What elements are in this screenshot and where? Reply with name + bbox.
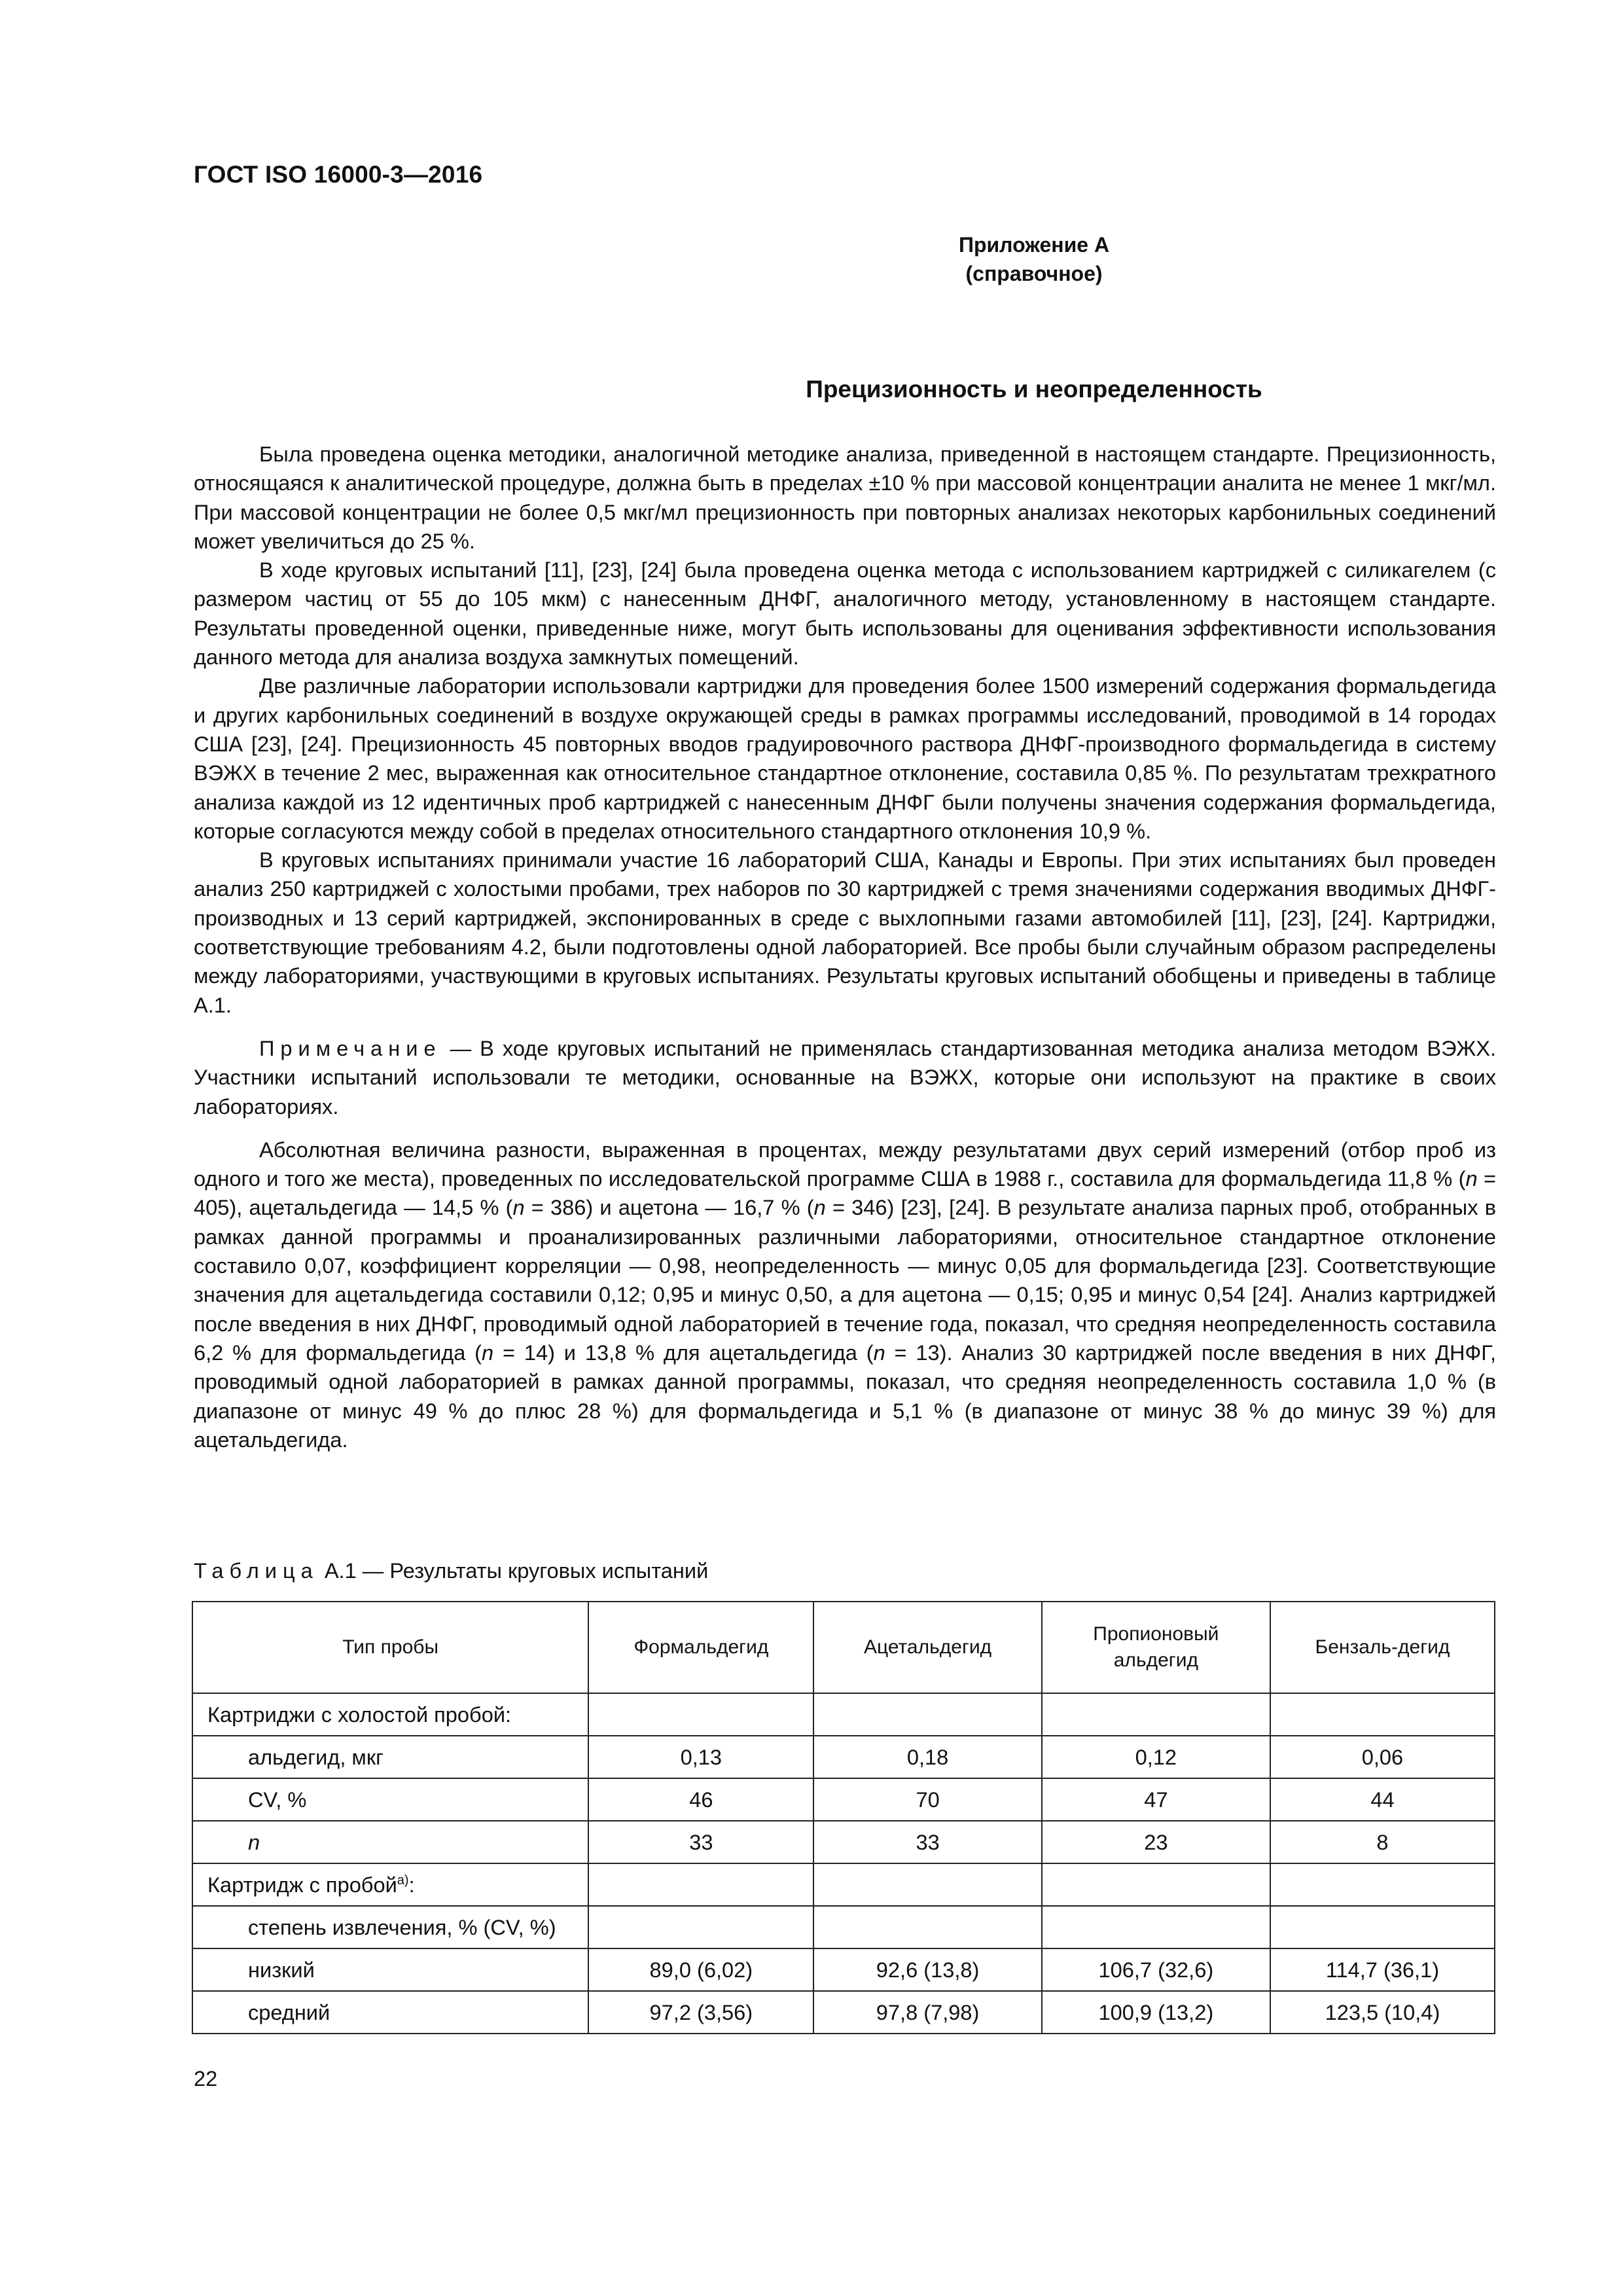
table-cell: 70: [813, 1778, 1041, 1821]
section-title: Прецизионность и неопределенность: [806, 376, 1262, 403]
table-cell: [813, 1863, 1041, 1906]
header-sample-type: Тип пробы: [192, 1602, 588, 1693]
table-cell: 89,0 (6,02): [588, 1948, 813, 1991]
row-label: альдегид, мкг: [192, 1736, 588, 1778]
group-text: :: [408, 1872, 415, 1897]
section-title-wrap: [194, 376, 1495, 403]
table-row: [192, 1991, 1495, 2034]
row-label: низкий: [192, 1948, 588, 1991]
row-label: средний: [192, 1991, 588, 2034]
table-cell: 97,2 (3,56): [588, 1991, 813, 2034]
note-paragraph: [194, 1034, 1496, 1121]
group-label-blank: Картриджи с холостой пробой:: [192, 1693, 588, 1736]
table-cell: 97,8 (7,98): [813, 1991, 1041, 2034]
note-label: Примечание: [259, 1035, 442, 1060]
table-row: [192, 1736, 1495, 1778]
table-row: [192, 1821, 1495, 1863]
table-group-row: [192, 1863, 1495, 1906]
n-symbol: n: [1465, 1166, 1478, 1191]
table-caption-label: Таблица: [194, 1558, 319, 1583]
table-cell: [1042, 1906, 1270, 1948]
table-cell: 46: [588, 1778, 813, 1821]
group-label-sample: [192, 1863, 588, 1906]
table-cell: [813, 1906, 1041, 1948]
text-segment: Абсолютная величина разности, выраженная в процентах, между результатами двух серий измерений (отбор проб из одного и того же места), проведенных по исследовательской программе США в 1988 г., составила для формальдегида 11,8 % (: [194, 1137, 1496, 1191]
table-cell: [1042, 1693, 1270, 1736]
table-cell: 0,06: [1270, 1736, 1495, 1778]
text-segment: = 386) и ацетона — 16,7 % (: [524, 1195, 814, 1220]
text-segment: = 405), ацетальдегида — 14,5 % (: [194, 1166, 1496, 1220]
table-caption-text: А.1 — Результаты круговых испытаний: [324, 1558, 709, 1583]
table-cell: 8: [1270, 1821, 1495, 1863]
table-header-row: [192, 1602, 1495, 1693]
group-text: Картридж с пробой: [207, 1872, 397, 1897]
paragraph-round-robin: В ходе круговых испытаний [11], [23], [24] была проведена оценка метода с использованием картриджей с силикагелем (с размером частиц от 55 до 105 мкм) с нанесенным ДНФГ, аналогичного методу, установленному в настоящем стандарте. Результаты проведенной оценки, приведенные ниже, могут быть использованы для оценивания эффективности использования данного метода для анализа воздуха замкнутых помещений.: [194, 558, 1496, 670]
table-cell: [813, 1693, 1041, 1736]
table-cell: 33: [813, 1821, 1041, 1863]
text-segment: = 13). Анализ 30 картриджей после введения в них ДНФГ, проводимый одной лабораторией в рамках данной программы, показал, что средняя неопределенность составила 1,0 % (в диапазоне от минус 49 % до плюс 28 %) для формальдегида и 5,1 % (в диапазоне от минус 38 % до минус 39 %) для ацетальдегида.: [194, 1340, 1497, 1452]
table-cell: 44: [1270, 1778, 1495, 1821]
table-cell: 0,12: [1042, 1736, 1270, 1778]
n-symbol: n: [512, 1195, 525, 1220]
table-cell: 100,9 (13,2): [1042, 1991, 1270, 2034]
row-label: [192, 1821, 588, 1863]
table-cell: 123,5 (10,4): [1270, 1991, 1495, 2034]
table-cell: [588, 1863, 813, 1906]
paragraph-uncertainty: [194, 1136, 1496, 1454]
paragraph-participants: В круговых испытаниях принимали участие 16 лабораторий США, Канады и Европы. При этих испытаниях был проведен анализ 250 картриджей с холостыми пробами, трех наборов по 30 картриджей с тремя значениями содержания вводимых ДНФГ-производных и 13 серий картриджей, экспонированных в среде с выхлопными газами автомобилей [11], [23], [24]. Картриджи, соответствующие требованиям 4.2, были подготовлены одной лабораторией. Все пробы были случайным образом распределены между лабораториями, участвующими в круговых испытаниях. Результаты круговых испытаний обобщены и приведены в таблице А.1.: [194, 848, 1496, 1017]
table-cell: 0,13: [588, 1736, 813, 1778]
annex-heading: [194, 230, 1495, 288]
table-cell: 33: [588, 1821, 813, 1863]
table-cell: [588, 1906, 813, 1948]
n-symbol: n: [482, 1340, 494, 1365]
table-cell: [1270, 1693, 1495, 1736]
document-body: [194, 440, 1496, 1454]
table-cell: 0,18: [813, 1736, 1041, 1778]
footnote-marker: а): [397, 1873, 409, 1888]
table-caption: [194, 1558, 708, 1583]
note-text: — В ходе круговых испытаний не применялась стандартизованная методика анализа методом ВЭЖХ. Участники испытаний использовали те методики, основанные на ВЭЖХ, которые они используют на практике в своих лабораториях.: [194, 1035, 1496, 1119]
paragraph-laboratories: Две различные лаборатории использовали картриджи для проведения более 1500 измерений содержания формальдегида и других карбонильных соединений в воздухе окружающей среды в рамках программы исследований, проводимой в 14 городах США [23], [24]. Прецизионность 45 повторных вводов градуировочного раствора ДНФГ-производного формальдегида в систему ВЭЖХ в течение 2 мес, выраженная как относительное стандартное отклонение, составила 0,85 %. По результатам трехкратного анализа каждой из 12 идентичных проб картриджей с нанесенным ДНФГ были получены значения содержания формальдегида, которые согласуются между собой в пределах относительного стандартного отклонения 10,9 %.: [194, 673, 1496, 843]
table-cell: 47: [1042, 1778, 1270, 1821]
table-cell: 114,7 (36,1): [1270, 1948, 1495, 1991]
table-row: [192, 1948, 1495, 1991]
table-group-row: [192, 1693, 1495, 1736]
table-cell: [1042, 1863, 1270, 1906]
n-symbol: n: [873, 1340, 885, 1365]
table-row: [192, 1906, 1495, 1948]
text-segment: = 346) [23], [24]. В результате анализа парных проб, отобранных в рамках данной программы и проанализированных различными лабораториями, относительное стандартное отклонение составило 0,07, коэффициент корреляции — 0,98, неопределенность — минус 0,05 для формальдегида [23]. Соответствующие значения для ацетальдегида составили 0,12; 0,95 и минус 0,50, а для ацетона — 0,15; 0,95 и минус 0,54 [24]. Анализ картриджей после введения в них ДНФГ, проводимый одной лабораторией в течение года, показал, что средняя неопределенность составила 6,2 % для формальдегида (: [194, 1195, 1497, 1365]
table-cell: 106,7 (32,6): [1042, 1948, 1270, 1991]
table-cell: 23: [1042, 1821, 1270, 1863]
table-cell: [1270, 1863, 1495, 1906]
paragraph-precision: Была проведена оценка методики, аналогичной методике анализа, приведенной в настоящем стандарте. Прецизионность, относящаяся к аналитической процедуре, должна быть в пределах ±10 % при массовой концентрации аналита не менее 1 мкг/мл. При массовой концентрации не более 0,5 мкг/мл прецизионность при повторных анализах некоторых карбонильных соединений может увеличиться до 25 %.: [194, 442, 1496, 553]
row-label: степень извлечения, % (CV, %): [192, 1906, 588, 1948]
header-acetaldehyde: Ацетальдегид: [813, 1602, 1041, 1693]
annex-title: Приложение А: [958, 233, 1110, 257]
page-number: 22: [194, 2066, 218, 2090]
text-segment: = 14) и 13,8 % для ацетальдегида (: [493, 1340, 874, 1365]
row-label: CV, %: [192, 1778, 588, 1821]
table-cell: [588, 1693, 813, 1736]
table-cell: 92,6 (13,8): [813, 1948, 1041, 1991]
header-propionaldehyde: Пропионовый альдегид: [1042, 1602, 1270, 1693]
annex-type: (справочное): [965, 262, 1103, 285]
header-benzaldehyde: Бензаль-дегид: [1270, 1602, 1495, 1693]
header-formaldehyde: Формальдегид: [588, 1602, 813, 1693]
table-cell: [1270, 1906, 1495, 1948]
results-table: [192, 1601, 1495, 2034]
n-symbol: n: [248, 1829, 260, 1854]
document-id: ГОСТ ISO 16000-3—2016: [194, 161, 483, 188]
table-row: [192, 1778, 1495, 1821]
n-symbol: n: [813, 1195, 826, 1220]
